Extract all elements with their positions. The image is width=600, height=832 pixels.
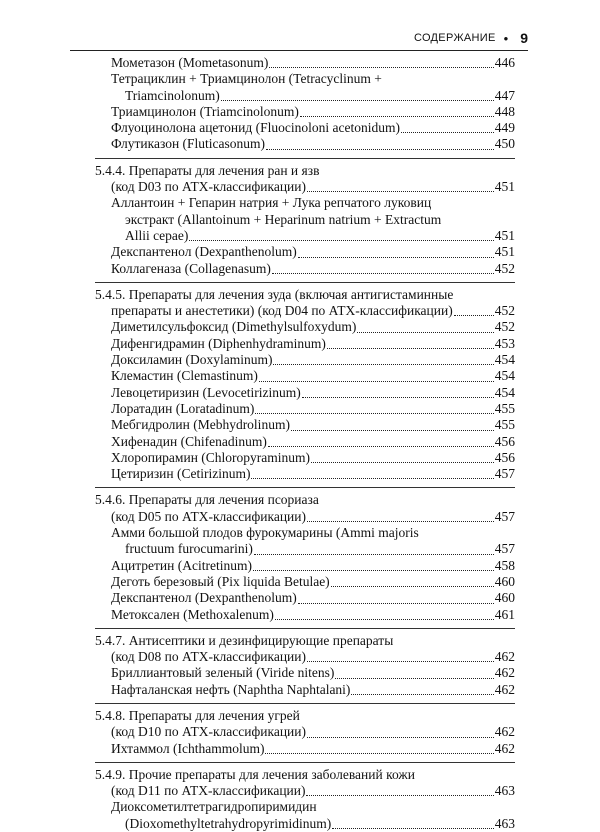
toc-entry — [95, 665, 515, 681]
toc-entry-title: Доксиламин (Doxylaminum) — [111, 352, 273, 368]
header-title: СОДЕРЖАНИЕ — [413, 32, 496, 44]
toc-entry — [95, 336, 515, 352]
toc-page-number: 450 — [494, 136, 515, 152]
toc-entry-title: (код D03 по АТХ-классификации) — [111, 179, 306, 195]
toc-entry-title: 5.4.7. Антисептики и дезинфицирующие препараты — [95, 632, 394, 648]
toc-entry — [95, 104, 515, 120]
toc-page-number: 451 — [494, 227, 515, 243]
toc-entry — [95, 228, 515, 244]
toc-entry-title: 5.4.4. Препараты для лечения ран и язв — [95, 162, 320, 178]
toc-page-number: 456 — [494, 449, 515, 465]
toc-entry — [95, 724, 515, 740]
section-divider — [95, 703, 515, 704]
toc-entry — [95, 319, 515, 335]
toc-page-number: 456 — [494, 433, 515, 449]
toc-section-heading — [95, 767, 515, 783]
dot-leader — [302, 397, 494, 398]
toc-entry-title: Ацитретин (Acitretinum) — [111, 557, 252, 573]
toc-entry — [95, 55, 515, 71]
dot-leader — [221, 100, 494, 101]
dot-leader — [351, 694, 493, 695]
dot-leader — [269, 67, 493, 68]
dot-leader — [332, 828, 494, 829]
toc-entry — [95, 741, 515, 757]
dot-leader — [259, 381, 494, 382]
toc-entry — [95, 212, 515, 228]
toc-page-number: 458 — [494, 557, 515, 573]
toc-entry-title: Левоцетиризин (Levocetirizinum) — [111, 384, 301, 400]
dot-leader — [401, 132, 494, 133]
toc-entry — [95, 417, 515, 433]
bullet-icon: • — [503, 30, 509, 46]
section-divider — [95, 487, 515, 488]
toc-page-number: 455 — [494, 417, 515, 433]
toc-entry-title: Диоксометилтетрагидропиримидин — [111, 799, 317, 815]
toc-entry-title: 5.4.8. Препараты для лечения угрей — [95, 707, 300, 723]
toc-page-number: 462 — [494, 740, 515, 756]
toc-entry-title: Лоратадин (Loratadinum) — [111, 400, 255, 416]
dot-leader — [189, 240, 493, 241]
toc-entry-title: Флутиказон (Fluticasonum) — [111, 136, 266, 152]
toc-entry-title: Бриллиантовый зеленый (Viride nitens) — [111, 665, 335, 681]
toc-entry-title: Мометазон (Mometasonum) — [111, 55, 269, 70]
toc-entry-title: (код D05 по АТХ-классификации) — [111, 508, 306, 524]
toc-entry — [95, 303, 515, 319]
dot-leader — [307, 191, 494, 192]
toc-entry-title: Деготь березовый (Pix liquida Betulae) — [111, 573, 330, 589]
toc-entry — [95, 541, 515, 557]
toc-page-number: 453 — [494, 335, 515, 351]
dot-leader — [266, 149, 494, 150]
dot-leader — [327, 348, 494, 349]
toc-entry-title: Triamcinolonum) — [125, 87, 220, 103]
toc-entry — [95, 195, 515, 211]
toc-entry-title: Тетрациклин + Триамцинолон (Tetracyclinum + — [111, 71, 382, 87]
toc-section-heading — [95, 163, 515, 179]
toc-page-number: 461 — [494, 606, 515, 622]
toc-entry — [95, 525, 515, 541]
toc-entry — [95, 88, 515, 104]
toc-entry — [95, 816, 515, 832]
toc-page-number: 447 — [494, 87, 515, 103]
toc-entry — [95, 179, 515, 195]
dot-leader — [254, 554, 494, 555]
dot-leader — [454, 315, 494, 316]
toc-page-number: 462 — [494, 724, 515, 740]
toc-entry-title: Триамцинолон (Triamcinolonum) — [111, 103, 299, 119]
dot-leader — [251, 478, 493, 479]
toc-entry-title: fructuum furocumarini) — [125, 541, 253, 557]
toc-entry — [95, 120, 515, 136]
toc-page-number: 452 — [494, 260, 515, 276]
dot-leader — [307, 521, 494, 522]
toc-entry-title: 5.4.5. Препараты для лечения зуда (включая антигистаминные — [95, 286, 454, 302]
toc-page-number: 455 — [494, 400, 515, 416]
toc-entry — [95, 385, 515, 401]
toc-page-number: 457 — [494, 541, 515, 557]
toc-entry-title: Хифенадин (Chifenadinum) — [111, 433, 267, 449]
dot-leader — [275, 619, 494, 620]
toc-page-number: 451 — [494, 179, 515, 195]
toc-page-number: 462 — [494, 649, 515, 665]
toc-entry-title: Цетиризин (Cetirizinum) — [111, 466, 251, 482]
toc-entry-title: Декспантенол (Dexpanthenolum) — [111, 244, 297, 260]
toc-entry-title: Allii cepae) — [125, 227, 189, 243]
toc-page-number: 452 — [494, 319, 515, 335]
toc-entry — [95, 450, 515, 466]
toc-page-number: 448 — [494, 103, 515, 119]
toc-entry-title: Клемастин (Clemastinum) — [111, 368, 258, 384]
dot-leader — [268, 446, 494, 447]
dot-leader — [335, 678, 493, 679]
page-header — [70, 28, 528, 51]
toc-entry-title: (код D11 по АТХ-классификации) — [111, 783, 306, 799]
toc-page-number: 463 — [494, 783, 515, 799]
dot-leader — [311, 462, 494, 463]
toc-entry-title: Флуоцинолона ацетонид (Fluocinoloni acetonidum) — [111, 120, 400, 136]
page-number: 9 — [520, 30, 528, 46]
toc-section-heading — [95, 492, 515, 508]
toc-page-number: 462 — [494, 665, 515, 681]
toc-page-number: 446 — [494, 55, 515, 70]
toc-page-number: 460 — [494, 590, 515, 606]
toc-entry — [95, 401, 515, 417]
dot-leader — [273, 364, 493, 365]
toc-entry — [95, 261, 515, 277]
toc-page-number: 451 — [494, 244, 515, 260]
section-divider — [95, 282, 515, 283]
toc-entry — [95, 509, 515, 525]
toc-entry-title: Мебгидролин (Mebhydrolinum) — [111, 417, 290, 433]
dot-leader — [307, 737, 494, 738]
toc-entry-title: (код D10 по АТХ-классификации) — [111, 724, 306, 740]
toc-entry — [95, 682, 515, 698]
toc-entry-title: Аллантоин + Гепарин натрия + Лука репчатого луковиц — [111, 195, 432, 211]
toc-section-heading — [95, 708, 515, 724]
toc-entry — [95, 607, 515, 623]
section-divider — [95, 628, 515, 629]
toc-page-number: 457 — [494, 466, 515, 482]
toc-entry-title: экстракт (Allantoinum + Heparinum natrium + Extractum — [125, 211, 442, 227]
toc-entry-title: 5.4.9. Прочие препараты для лечения заболеваний кожи — [95, 766, 415, 782]
toc-entry-title: Нафталанская нефть (Naphtha Naphtalani) — [111, 681, 351, 697]
dot-leader — [300, 116, 494, 117]
toc-entry — [95, 71, 515, 87]
toc-page-number: 454 — [494, 352, 515, 368]
toc-entry-title: (код D08 по АТХ-классификации) — [111, 649, 306, 665]
toc-entry — [95, 352, 515, 368]
toc-entry — [95, 799, 515, 815]
dot-leader — [306, 795, 493, 796]
toc-entry — [95, 783, 515, 799]
dot-leader — [291, 430, 494, 431]
dot-leader — [298, 603, 494, 604]
toc-entry — [95, 590, 515, 606]
section-divider — [95, 158, 515, 159]
toc-entry-title: Диметилсульфоксид (Dimethylsulfoxydum) — [111, 319, 357, 335]
toc-entry-title: Декспантенол (Dexpanthenolum) — [111, 590, 297, 606]
toc-entry-title: Дифенгидрамин (Diphenhydraminum) — [111, 335, 326, 351]
table-of-contents — [95, 55, 515, 832]
dot-leader — [307, 661, 494, 662]
toc-page-number: 460 — [494, 573, 515, 589]
toc-entry-title: Амми большой плодов фурокумарины (Ammi majoris — [111, 525, 419, 541]
toc-section-heading — [95, 633, 515, 649]
toc-page-number: 454 — [494, 368, 515, 384]
toc-entry — [95, 558, 515, 574]
toc-page-number: 463 — [494, 815, 515, 831]
dot-leader — [265, 753, 493, 754]
toc-entry-title: 5.4.6. Препараты для лечения псориаза — [95, 492, 319, 508]
toc-entry — [95, 434, 515, 450]
toc-entry-title: Хлоропирамин (Chloropyraminum) — [111, 449, 311, 465]
toc-entry — [95, 466, 515, 482]
dot-leader — [253, 570, 494, 571]
toc-entry — [95, 244, 515, 260]
toc-entry — [95, 136, 515, 152]
toc-entry — [95, 368, 515, 384]
section-divider — [95, 762, 515, 763]
toc-entry-title: Коллагеназа (Collagenasum) — [111, 260, 271, 276]
toc-page-number: 462 — [494, 681, 515, 697]
toc-entry — [95, 574, 515, 590]
toc-page-number: 449 — [494, 120, 515, 136]
toc-page-number: 454 — [494, 384, 515, 400]
toc-entry-title: (Dioxomethyltetrahydropyrimidinum) — [125, 815, 332, 831]
toc-page-number: 457 — [494, 508, 515, 524]
toc-section-heading — [95, 287, 515, 303]
dot-leader — [331, 586, 494, 587]
toc-entry-title: Метоксален (Methoxalenum) — [111, 606, 274, 622]
toc-entry — [95, 649, 515, 665]
dot-leader — [255, 413, 493, 414]
toc-page-number: 452 — [494, 303, 515, 319]
dot-leader — [357, 332, 493, 333]
dot-leader — [272, 273, 494, 274]
dot-leader — [298, 257, 494, 258]
toc-entry-title: Ихтаммол (Ichthammolum) — [111, 740, 265, 756]
toc-entry-title: препараты и анестетики) (код D04 по АТХ-классификации) — [111, 303, 453, 319]
